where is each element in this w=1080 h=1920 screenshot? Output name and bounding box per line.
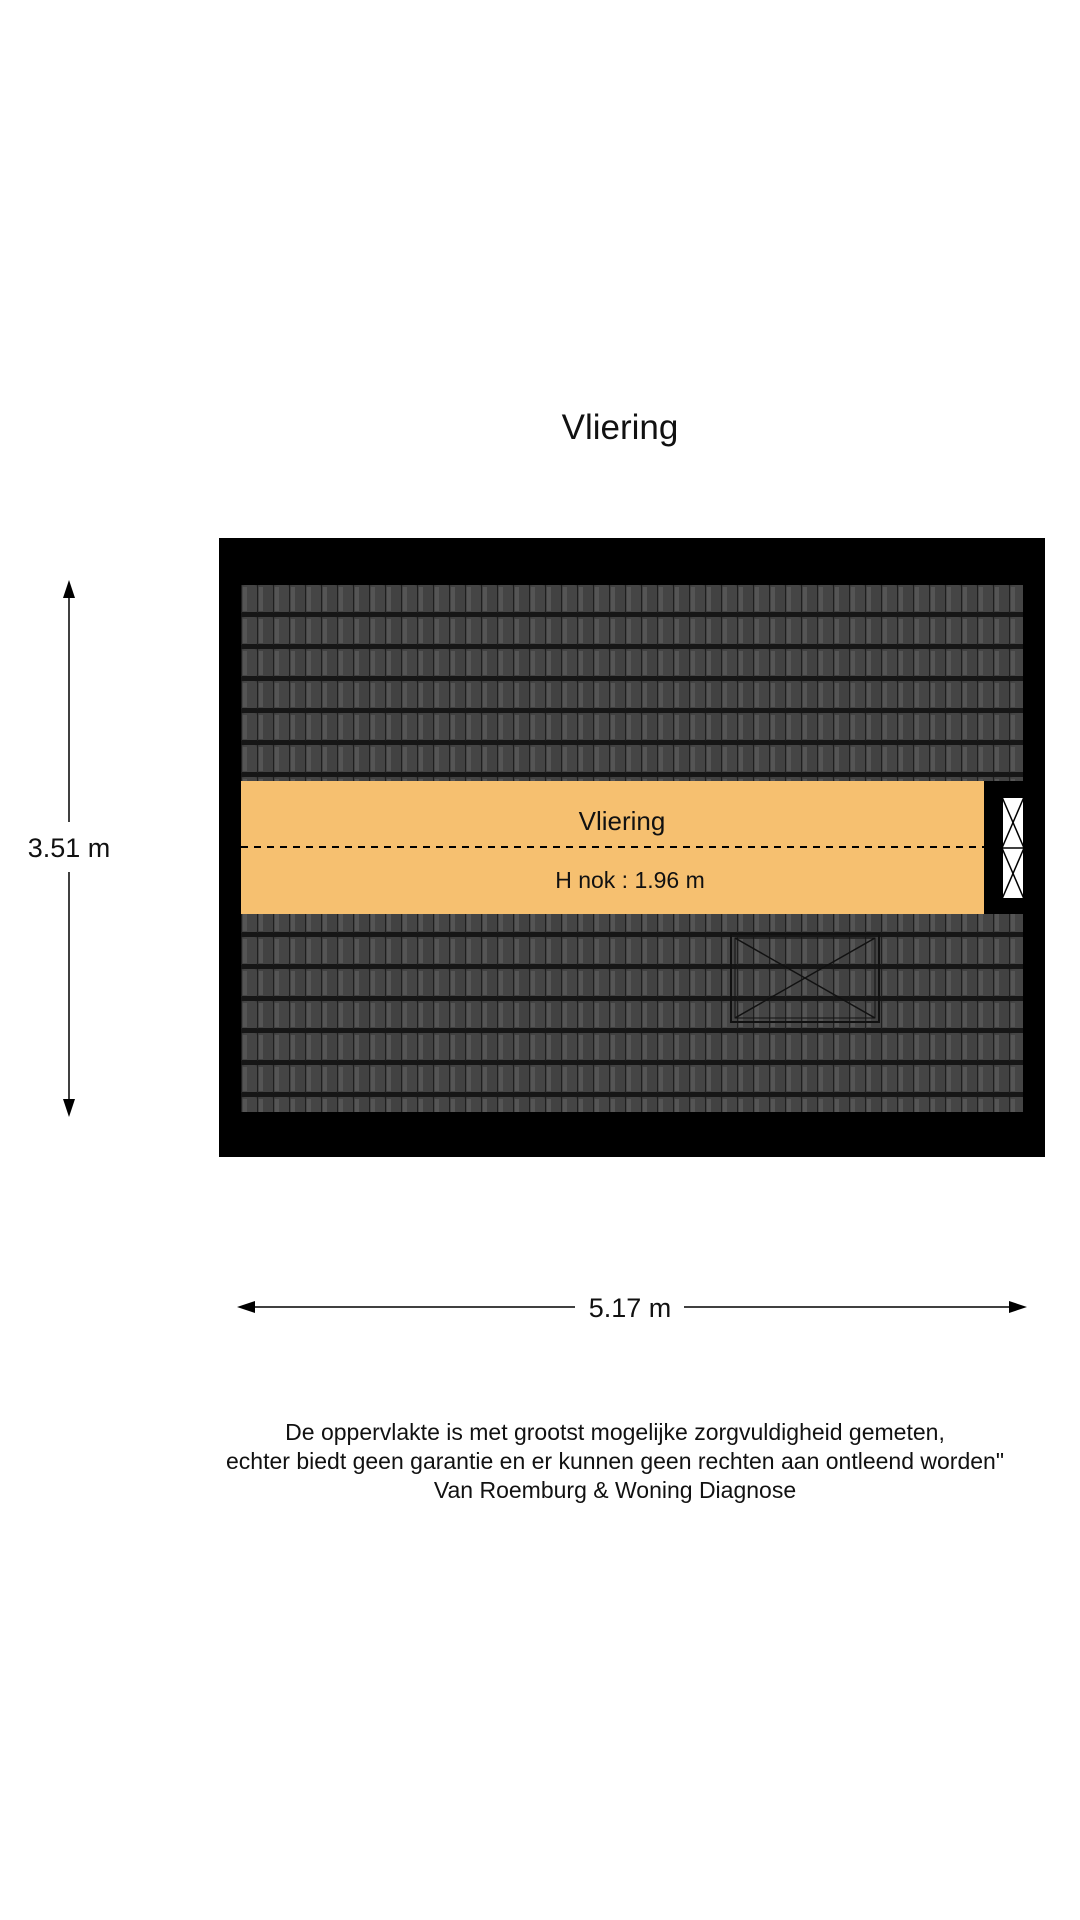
disclaimer-line-2: echter biedt geen garantie en er kunnen geen rechten aan ontleend worden" — [226, 1448, 1004, 1474]
disclaimer-line-1: De oppervlakte is met grootst mogelijke zorgvuldigheid gemeten, — [285, 1419, 945, 1445]
width-label: 5.17 m — [588, 1293, 672, 1323]
disclaimer — [150, 1418, 1080, 1505]
height-label: 3.51 m — [27, 833, 111, 863]
room-area — [241, 781, 984, 914]
room-name: Vliering — [578, 806, 666, 836]
window-icon — [1002, 797, 1024, 899]
ridge-height-label: H nok : 1.96 m — [555, 867, 705, 893]
floor-title: Vliering — [561, 408, 679, 447]
disclaimer-line-3: Van Roemburg & Woning Diagnose — [433, 1477, 797, 1503]
